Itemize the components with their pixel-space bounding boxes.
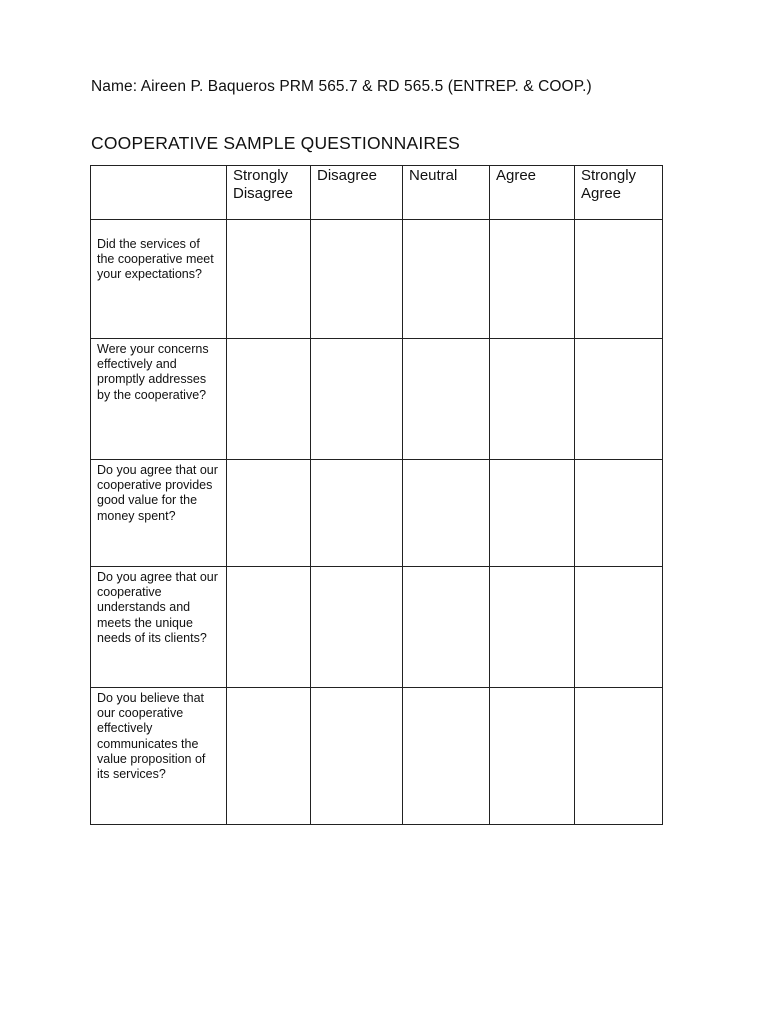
response-strongly-agree[interactable]	[575, 688, 663, 825]
name-line: Name: Aireen P. Baqueros PRM 565.7 & RD 565.5 (ENTREP. & COOP.)	[91, 78, 592, 95]
questionnaire-table	[90, 165, 663, 825]
question-text: Did the services of the cooperative meet your expectations?	[91, 220, 227, 339]
question-text: Were your concerns effectively and promptly addresses by the cooperative?	[91, 339, 227, 460]
response-strongly-agree[interactable]	[575, 460, 663, 567]
response-agree[interactable]	[490, 339, 575, 460]
header-question-cell	[91, 166, 227, 220]
response-strongly-disagree[interactable]	[227, 220, 311, 339]
table-row	[91, 460, 663, 567]
response-agree[interactable]	[490, 220, 575, 339]
document-title: COOPERATIVE SAMPLE QUESTIONNAIRES	[91, 133, 460, 153]
response-neutral[interactable]	[403, 460, 490, 567]
header-agree: Agree	[490, 166, 575, 220]
response-disagree[interactable]	[311, 688, 403, 825]
table-row	[91, 220, 663, 339]
response-strongly-disagree[interactable]	[227, 460, 311, 567]
response-strongly-agree[interactable]	[575, 220, 663, 339]
response-neutral[interactable]	[403, 339, 490, 460]
header-neutral: Neutral	[403, 166, 490, 220]
response-disagree[interactable]	[311, 339, 403, 460]
response-strongly-disagree[interactable]	[227, 567, 311, 688]
response-strongly-agree[interactable]	[575, 567, 663, 688]
response-neutral[interactable]	[403, 688, 490, 825]
header-row	[91, 166, 663, 220]
response-neutral[interactable]	[403, 567, 490, 688]
response-agree[interactable]	[490, 688, 575, 825]
table-row	[91, 567, 663, 688]
question-text: Do you believe that our cooperative effectively communicates the value proposition of its services?	[91, 688, 227, 825]
table-row	[91, 688, 663, 825]
table-row	[91, 339, 663, 460]
header-disagree: Disagree	[311, 166, 403, 220]
response-agree[interactable]	[490, 460, 575, 567]
response-disagree[interactable]	[311, 460, 403, 567]
response-strongly-disagree[interactable]	[227, 339, 311, 460]
response-agree[interactable]	[490, 567, 575, 688]
response-strongly-agree[interactable]	[575, 339, 663, 460]
question-text: Do you agree that our cooperative provides good value for the money spent?	[91, 460, 227, 567]
header-strongly-disagree: Strongly Disagree	[227, 166, 311, 220]
header-strongly-agree: Strongly Agree	[575, 166, 663, 220]
response-strongly-disagree[interactable]	[227, 688, 311, 825]
question-text: Do you agree that our cooperative understands and meets the unique needs of its clients?	[91, 567, 227, 688]
response-neutral[interactable]	[403, 220, 490, 339]
response-disagree[interactable]	[311, 567, 403, 688]
response-disagree[interactable]	[311, 220, 403, 339]
